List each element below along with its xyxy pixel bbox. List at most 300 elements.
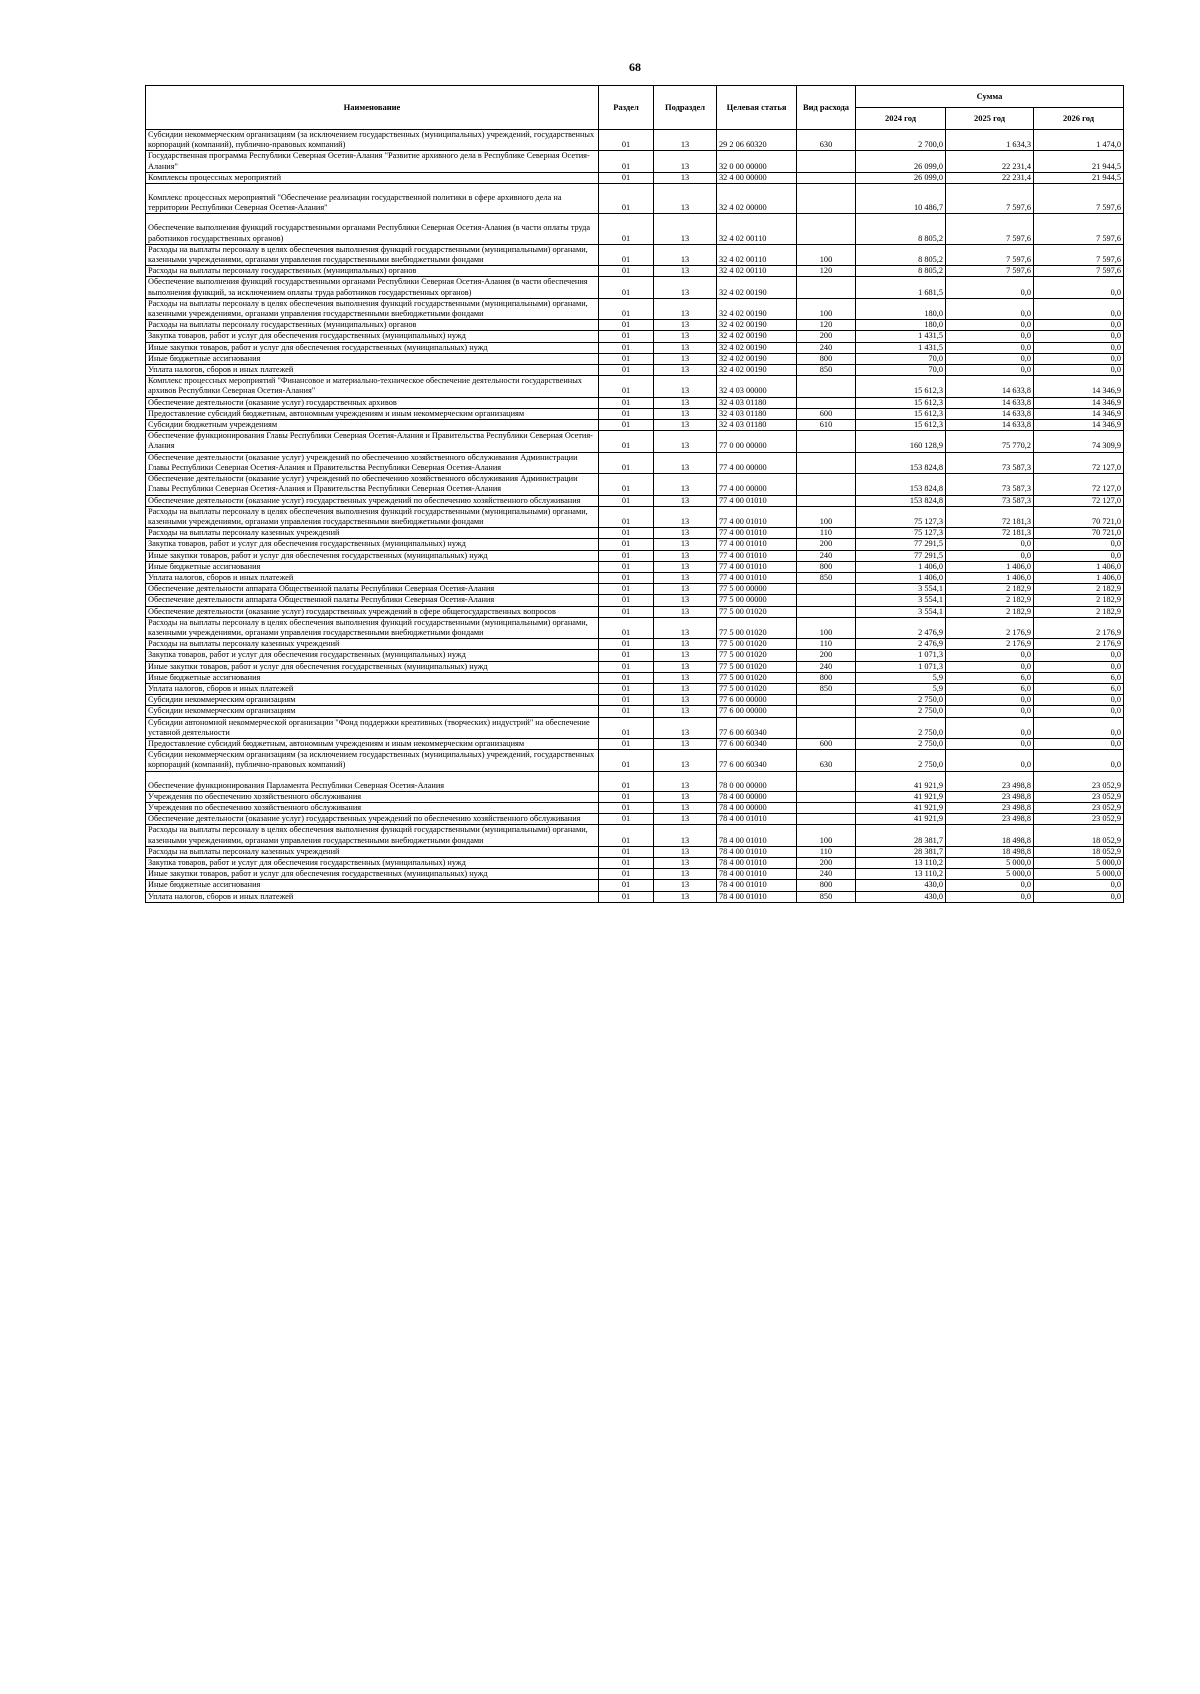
cell-2025: 18 498,8 (946, 846, 1034, 857)
cell-2025: 0,0 (946, 298, 1034, 319)
cell-2025: 0,0 (946, 353, 1034, 364)
cell-2026: 0,0 (1034, 650, 1124, 661)
cell-target-article: 78 4 00 01010 (717, 858, 797, 869)
table-row (146, 214, 1124, 244)
cell-subsection: 13 (654, 661, 717, 672)
cell-2024: 430,0 (856, 880, 946, 891)
table-row (146, 331, 1124, 342)
cell-subsection: 13 (654, 452, 717, 473)
table-row (146, 791, 1124, 802)
cell-2026: 14 346,9 (1034, 408, 1124, 419)
table-row (146, 858, 1124, 869)
cell-2025: 0,0 (946, 695, 1034, 706)
cell-expense-type: 850 (797, 572, 856, 583)
cell-target-article: 32 4 02 00190 (717, 342, 797, 353)
cell-2026: 1 406,0 (1034, 561, 1124, 572)
cell-2026: 0,0 (1034, 353, 1124, 364)
cell-2024: 10 486,7 (856, 184, 946, 214)
cell-subsection: 13 (654, 397, 717, 408)
cell-2025: 7 597,6 (946, 214, 1034, 244)
cell-section: 01 (599, 846, 654, 857)
cell-subsection: 13 (654, 376, 717, 397)
cell-2026: 0,0 (1034, 298, 1124, 319)
cell-2026: 6,0 (1034, 672, 1124, 683)
cell-section: 01 (599, 880, 654, 891)
cell-expense-type (797, 172, 856, 183)
cell-2026: 0,0 (1034, 750, 1124, 771)
cell-name: Иные бюджетные ассигнования (146, 561, 599, 572)
cell-section: 01 (599, 495, 654, 506)
cell-2025: 0,0 (946, 661, 1034, 672)
cell-2025: 14 633,8 (946, 408, 1034, 419)
cell-expense-type: 120 (797, 266, 856, 277)
table-row (146, 802, 1124, 813)
cell-expense-type: 850 (797, 683, 856, 694)
cell-subsection: 13 (654, 298, 717, 319)
cell-2024: 75 127,3 (856, 528, 946, 539)
cell-name: Обеспечение деятельности аппарата Общественной палаты Республики Северная Осетия-Алания (146, 584, 599, 595)
cell-subsection: 13 (654, 825, 717, 846)
table-row (146, 683, 1124, 694)
cell-name: Комплекс процессных мероприятий "Финансовое и материально-техническое обеспечение деятельности государственных архивов Республики Северная Осетия-Алания" (146, 376, 599, 397)
cell-section: 01 (599, 452, 654, 473)
cell-2026: 14 346,9 (1034, 420, 1124, 431)
table-row (146, 474, 1124, 495)
cell-subsection: 13 (654, 277, 717, 298)
cell-expense-type (797, 802, 856, 813)
cell-section: 01 (599, 771, 654, 791)
cell-expense-type (797, 376, 856, 397)
cell-target-article: 32 4 02 00190 (717, 298, 797, 319)
table-row (146, 706, 1124, 717)
cell-subsection: 13 (654, 572, 717, 583)
cell-2026: 6,0 (1034, 683, 1124, 694)
cell-2026: 7 597,6 (1034, 214, 1124, 244)
cell-expense-type: 240 (797, 661, 856, 672)
cell-2024: 15 612,3 (856, 376, 946, 397)
cell-subsection: 13 (654, 650, 717, 661)
cell-name: Субсидии бюджетным учреждениям (146, 420, 599, 431)
cell-expense-type: 200 (797, 650, 856, 661)
cell-name: Обеспечение выполнения функций государственными органами Республики Северная Осетия-Алания (в части оплаты труда работников государственных органов) (146, 214, 599, 244)
cell-2025: 23 498,8 (946, 791, 1034, 802)
header-expense-type: Вид расхода (797, 86, 856, 130)
cell-expense-type (797, 474, 856, 495)
cell-target-article: 77 5 00 00000 (717, 595, 797, 606)
cell-section: 01 (599, 550, 654, 561)
cell-2024: 13 110,2 (856, 858, 946, 869)
cell-target-article: 32 4 02 00110 (717, 266, 797, 277)
cell-section: 01 (599, 706, 654, 717)
cell-name: Обеспечение деятельности (оказание услуг) государственных архивов (146, 397, 599, 408)
cell-expense-type: 200 (797, 331, 856, 342)
cell-subsection: 13 (654, 891, 717, 902)
cell-section: 01 (599, 342, 654, 353)
cell-name: Обеспечение деятельности аппарата Общественной палаты Республики Северная Осетия-Алания (146, 595, 599, 606)
cell-2026: 21 944,5 (1034, 151, 1124, 172)
cell-2024: 2 750,0 (856, 738, 946, 749)
table-row (146, 771, 1124, 791)
header-year-2025: 2025 год (946, 108, 1034, 130)
cell-2024: 2 750,0 (856, 706, 946, 717)
cell-2024: 2 700,0 (856, 130, 946, 151)
cell-2025: 7 597,6 (946, 184, 1034, 214)
cell-subsection: 13 (654, 738, 717, 749)
cell-section: 01 (599, 266, 654, 277)
cell-subsection: 13 (654, 172, 717, 183)
cell-2025: 18 498,8 (946, 825, 1034, 846)
table-row (146, 891, 1124, 902)
cell-2025: 14 633,8 (946, 420, 1034, 431)
cell-subsection: 13 (654, 791, 717, 802)
cell-target-article: 77 5 00 01020 (717, 683, 797, 694)
cell-name: Обеспечение деятельности (оказание услуг) учреждений по обеспечению хозяйственного обслуживания Администрации Главы Республики Северная Осетия-Алания и Правительства Республики Северная Осетия-Алания (146, 474, 599, 495)
cell-expense-type: 600 (797, 408, 856, 419)
cell-2024: 5,9 (856, 672, 946, 683)
cell-2026: 0,0 (1034, 365, 1124, 376)
table-row (146, 452, 1124, 473)
cell-subsection: 13 (654, 214, 717, 244)
cell-2025: 22 231,4 (946, 151, 1034, 172)
cell-expense-type: 200 (797, 858, 856, 869)
cell-target-article: 77 4 00 01010 (717, 528, 797, 539)
cell-2025: 0,0 (946, 880, 1034, 891)
cell-section: 01 (599, 661, 654, 672)
cell-target-article: 77 0 00 00000 (717, 431, 797, 452)
cell-2024: 2 476,9 (856, 617, 946, 638)
cell-subsection: 13 (654, 331, 717, 342)
cell-subsection: 13 (654, 584, 717, 595)
cell-2024: 5,9 (856, 683, 946, 694)
cell-2026: 0,0 (1034, 891, 1124, 902)
table-row (146, 528, 1124, 539)
cell-expense-type (797, 791, 856, 802)
cell-section: 01 (599, 376, 654, 397)
cell-expense-type (797, 606, 856, 617)
cell-name: Иные закупки товаров, работ и услуг для обеспечения государственных (муниципальных) нужд (146, 869, 599, 880)
table-row (146, 151, 1124, 172)
cell-2026: 72 127,0 (1034, 495, 1124, 506)
table-row (146, 539, 1124, 550)
cell-2026: 2 182,9 (1034, 584, 1124, 595)
cell-subsection: 13 (654, 353, 717, 364)
cell-section: 01 (599, 528, 654, 539)
cell-section: 01 (599, 214, 654, 244)
cell-target-article: 77 4 00 01010 (717, 561, 797, 572)
cell-2025: 0,0 (946, 650, 1034, 661)
cell-2024: 41 921,9 (856, 802, 946, 813)
cell-section: 01 (599, 617, 654, 638)
cell-2025: 2 182,9 (946, 606, 1034, 617)
cell-expense-type (797, 397, 856, 408)
cell-target-article: 77 4 00 01010 (717, 550, 797, 561)
cell-subsection: 13 (654, 420, 717, 431)
cell-target-article: 32 4 02 00190 (717, 353, 797, 364)
table-row (146, 825, 1124, 846)
cell-2024: 1 431,5 (856, 331, 946, 342)
cell-expense-type (797, 184, 856, 214)
cell-2024: 28 381,7 (856, 825, 946, 846)
cell-name: Учреждения по обеспечению хозяйственного обслуживания (146, 791, 599, 802)
cell-subsection: 13 (654, 431, 717, 452)
cell-subsection: 13 (654, 130, 717, 151)
cell-target-article: 77 6 00 60340 (717, 738, 797, 749)
cell-subsection: 13 (654, 539, 717, 550)
cell-2024: 1 071,3 (856, 650, 946, 661)
cell-section: 01 (599, 539, 654, 550)
cell-2024: 41 921,9 (856, 791, 946, 802)
header-year-2024: 2024 год (856, 108, 946, 130)
cell-name: Обеспечение деятельности (оказание услуг) государственных учреждений в сфере общегосударственных вопросов (146, 606, 599, 617)
table-row (146, 738, 1124, 749)
cell-target-article: 32 4 00 00000 (717, 172, 797, 183)
cell-2026: 0,0 (1034, 320, 1124, 331)
cell-name: Субсидии некоммерческим организациям (146, 695, 599, 706)
cell-name: Предоставление субсидий бюджетным, автономным учреждениям и иным некоммерческим организациям (146, 408, 599, 419)
cell-2024: 41 921,9 (856, 814, 946, 825)
cell-target-article: 32 0 00 00000 (717, 151, 797, 172)
cell-section: 01 (599, 891, 654, 902)
cell-name: Обеспечение функционирования Главы Республики Северная Осетия-Алания и Правительства Республики Северная Осетия-Алания (146, 431, 599, 452)
cell-section: 01 (599, 130, 654, 151)
cell-2026: 72 127,0 (1034, 474, 1124, 495)
cell-name: Расходы на выплаты персоналу казенных учреждений (146, 639, 599, 650)
table-row (146, 277, 1124, 298)
cell-2025: 72 181,3 (946, 506, 1034, 527)
cell-expense-type: 240 (797, 550, 856, 561)
cell-2025: 0,0 (946, 706, 1034, 717)
cell-subsection: 13 (654, 342, 717, 353)
cell-2024: 70,0 (856, 365, 946, 376)
cell-section: 01 (599, 750, 654, 771)
cell-name: Расходы на выплаты персоналу в целях обеспечения выполнения функций государственными (муниципальными) органами, казенными учреждениями, органами управления государственными внебюджетными фондами (146, 244, 599, 265)
cell-name: Уплата налогов, сборов и иных платежей (146, 572, 599, 583)
cell-section: 01 (599, 298, 654, 319)
cell-2024: 1 406,0 (856, 561, 946, 572)
cell-2025: 0,0 (946, 277, 1034, 298)
cell-target-article: 32 4 02 00190 (717, 365, 797, 376)
cell-expense-type: 800 (797, 353, 856, 364)
header-sum: Сумма (856, 86, 1124, 108)
cell-2025: 2 182,9 (946, 584, 1034, 595)
cell-subsection: 13 (654, 151, 717, 172)
cell-2024: 77 291,5 (856, 550, 946, 561)
cell-subsection: 13 (654, 880, 717, 891)
cell-section: 01 (599, 814, 654, 825)
cell-2025: 75 770,2 (946, 431, 1034, 452)
cell-2025: 0,0 (946, 750, 1034, 771)
cell-expense-type: 100 (797, 506, 856, 527)
cell-2024: 180,0 (856, 320, 946, 331)
cell-2024: 15 612,3 (856, 397, 946, 408)
cell-target-article: 77 4 00 01010 (717, 572, 797, 583)
header-section: Раздел (599, 86, 654, 130)
cell-2026: 0,0 (1034, 695, 1124, 706)
cell-expense-type: 630 (797, 750, 856, 771)
cell-expense-type (797, 495, 856, 506)
table-row (146, 880, 1124, 891)
cell-2024: 160 128,9 (856, 431, 946, 452)
cell-name: Иные бюджетные ассигнования (146, 880, 599, 891)
cell-2026: 2 176,9 (1034, 639, 1124, 650)
cell-target-article: 77 5 00 01020 (717, 617, 797, 638)
cell-name: Субсидии некоммерческим организациям (за исключением государственных (муниципальных) учреждений, государственных корпораций (компаний), публично-правовых компаний) (146, 130, 599, 151)
cell-expense-type (797, 214, 856, 244)
cell-target-article: 77 5 00 01020 (717, 639, 797, 650)
cell-subsection: 13 (654, 683, 717, 694)
cell-expense-type: 800 (797, 561, 856, 572)
cell-section: 01 (599, 331, 654, 342)
cell-2025: 1 406,0 (946, 561, 1034, 572)
cell-2026: 0,0 (1034, 342, 1124, 353)
cell-2024: 26 099,0 (856, 172, 946, 183)
cell-expense-type: 120 (797, 320, 856, 331)
cell-2024: 70,0 (856, 353, 946, 364)
cell-name: Комплекс процессных мероприятий "Обеспечение реализации государственной политики в сфере архивного дела на территории Республики Северная Осетия-Алания" (146, 184, 599, 214)
cell-expense-type (797, 584, 856, 595)
cell-2026: 5 000,0 (1034, 869, 1124, 880)
cell-expense-type: 610 (797, 420, 856, 431)
cell-2024: 75 127,3 (856, 506, 946, 527)
cell-2025: 2 176,9 (946, 617, 1034, 638)
table-row (146, 550, 1124, 561)
page-number: 68 (629, 60, 641, 74)
cell-subsection: 13 (654, 639, 717, 650)
cell-2024: 8 805,2 (856, 244, 946, 265)
cell-2025: 23 498,8 (946, 802, 1034, 813)
cell-subsection: 13 (654, 771, 717, 791)
table-row (146, 420, 1124, 431)
cell-subsection: 13 (654, 528, 717, 539)
cell-name: Обеспечение функционирования Парламента Республики Северная Осетия-Алания (146, 771, 599, 791)
cell-target-article: 32 4 02 00190 (717, 331, 797, 342)
cell-target-article: 77 6 00 00000 (717, 706, 797, 717)
cell-target-article: 32 4 02 00190 (717, 320, 797, 331)
cell-2024: 77 291,5 (856, 539, 946, 550)
cell-2025: 0,0 (946, 738, 1034, 749)
cell-expense-type: 200 (797, 539, 856, 550)
cell-2024: 15 612,3 (856, 408, 946, 419)
cell-section: 01 (599, 151, 654, 172)
cell-subsection: 13 (654, 814, 717, 825)
cell-2024: 2 750,0 (856, 750, 946, 771)
table-row (146, 244, 1124, 265)
cell-name: Расходы на выплаты персоналу в целях обеспечения выполнения функций государственными (муниципальными) органами, казенными учреждениями, органами управления государственными внебюджетными фондами (146, 298, 599, 319)
cell-name: Субсидии некоммерческим организациям (за исключением государственных (муниципальных) учреждений, государственных корпораций (компаний), публично-правовых компаний) (146, 750, 599, 771)
cell-target-article: 77 5 00 01020 (717, 650, 797, 661)
cell-2025: 0,0 (946, 550, 1034, 561)
cell-2024: 1 406,0 (856, 572, 946, 583)
cell-section: 01 (599, 244, 654, 265)
cell-subsection: 13 (654, 869, 717, 880)
cell-2024: 153 824,8 (856, 495, 946, 506)
cell-section: 01 (599, 431, 654, 452)
table-row (146, 572, 1124, 583)
cell-expense-type: 110 (797, 528, 856, 539)
cell-2024: 8 805,2 (856, 214, 946, 244)
cell-subsection: 13 (654, 672, 717, 683)
cell-expense-type: 800 (797, 672, 856, 683)
cell-section: 01 (599, 672, 654, 683)
cell-name: Расходы на выплаты персоналу в целях обеспечения выполнения функций государственными (муниципальными) органами, казенными учреждениями, органами управления государственными внебюджетными фондами (146, 825, 599, 846)
table-row (146, 495, 1124, 506)
cell-expense-type (797, 814, 856, 825)
cell-2024: 153 824,8 (856, 474, 946, 495)
cell-target-article: 32 4 02 00000 (717, 184, 797, 214)
cell-2026: 0,0 (1034, 717, 1124, 738)
cell-2025: 0,0 (946, 342, 1034, 353)
cell-target-article: 32 4 02 00110 (717, 244, 797, 265)
cell-2026: 23 052,9 (1034, 771, 1124, 791)
cell-expense-type (797, 706, 856, 717)
cell-expense-type: 850 (797, 891, 856, 902)
cell-2025: 0,0 (946, 717, 1034, 738)
cell-name: Иные закупки товаров, работ и услуг для обеспечения государственных (муниципальных) нужд (146, 661, 599, 672)
table-row (146, 661, 1124, 672)
cell-2024: 3 554,1 (856, 584, 946, 595)
cell-2026: 7 597,6 (1034, 184, 1124, 214)
cell-2026: 7 597,6 (1034, 266, 1124, 277)
cell-target-article: 78 4 00 00000 (717, 802, 797, 813)
table-row (146, 617, 1124, 638)
cell-subsection: 13 (654, 495, 717, 506)
cell-target-article: 78 4 00 01010 (717, 891, 797, 902)
cell-2024: 430,0 (856, 891, 946, 902)
budget-table (145, 85, 1124, 903)
cell-section: 01 (599, 683, 654, 694)
cell-expense-type: 240 (797, 342, 856, 353)
cell-expense-type: 100 (797, 825, 856, 846)
cell-2024: 2 750,0 (856, 695, 946, 706)
cell-expense-type: 850 (797, 365, 856, 376)
cell-2025: 14 633,8 (946, 397, 1034, 408)
table-row (146, 639, 1124, 650)
table-row (146, 869, 1124, 880)
cell-name: Государственная программа Республики Северная Осетия-Алания "Развитие архивного дела в Республике Северная Осетия-Алания" (146, 151, 599, 172)
cell-subsection: 13 (654, 617, 717, 638)
cell-2025: 5 000,0 (946, 869, 1034, 880)
cell-2025: 73 587,3 (946, 452, 1034, 473)
cell-2025: 2 182,9 (946, 595, 1034, 606)
cell-target-article: 77 6 00 60340 (717, 750, 797, 771)
cell-name: Закупка товаров, работ и услуг для обеспечения государственных (муниципальных) нужд (146, 858, 599, 869)
cell-name: Субсидии автономной некоммерческой организации "Фонд поддержки креативных (творческих) индустрий" на обеспечение уставной деятельности (146, 717, 599, 738)
cell-2026: 0,0 (1034, 277, 1124, 298)
cell-subsection: 13 (654, 606, 717, 617)
cell-2025: 6,0 (946, 683, 1034, 694)
cell-subsection: 13 (654, 858, 717, 869)
cell-2025: 0,0 (946, 539, 1034, 550)
cell-2026: 0,0 (1034, 661, 1124, 672)
cell-expense-type: 240 (797, 869, 856, 880)
cell-2026: 7 597,6 (1034, 244, 1124, 265)
cell-section: 01 (599, 572, 654, 583)
table-row (146, 298, 1124, 319)
cell-subsection: 13 (654, 474, 717, 495)
cell-section: 01 (599, 408, 654, 419)
cell-expense-type: 800 (797, 880, 856, 891)
cell-2025: 7 597,6 (946, 266, 1034, 277)
cell-name: Предоставление субсидий бюджетным, автономным учреждениям и иным некоммерческим организациям (146, 738, 599, 749)
table-row (146, 506, 1124, 527)
table-row (146, 266, 1124, 277)
cell-target-article: 77 4 00 00000 (717, 474, 797, 495)
cell-name: Расходы на выплаты персоналу государственных (муниципальных) органов (146, 266, 599, 277)
cell-subsection: 13 (654, 320, 717, 331)
cell-name: Комплексы процессных мероприятий (146, 172, 599, 183)
cell-2026: 21 944,5 (1034, 172, 1124, 183)
header-year-2026: 2026 год (1034, 108, 1124, 130)
